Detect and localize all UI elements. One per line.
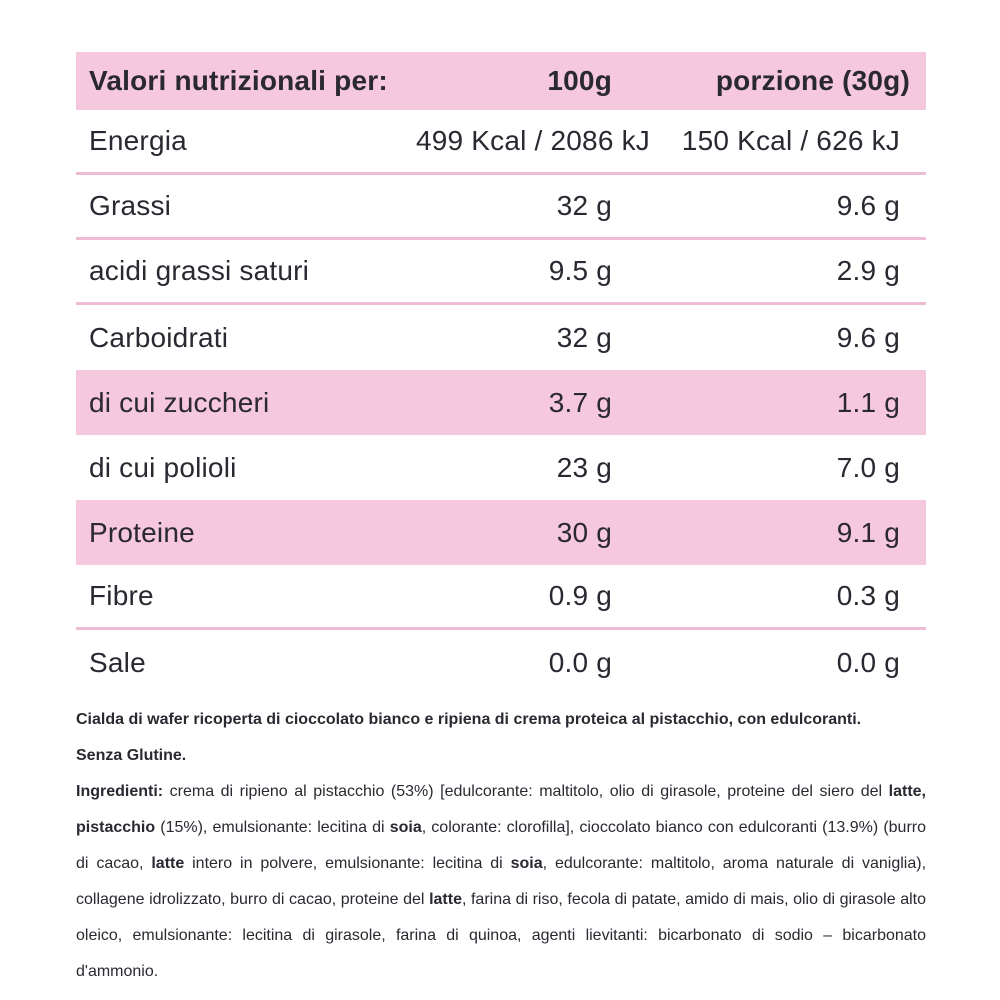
description-line-2: Senza Glutine.	[76, 747, 187, 764]
row-label: Energia	[89, 125, 187, 156]
row-label: Sale	[89, 646, 146, 678]
table-row-energia	[76, 110, 926, 175]
row-value-portion: 2.9 g	[836, 255, 900, 286]
product-description	[76, 702, 926, 774]
table-header-row	[76, 52, 926, 110]
row-value-portion: 9.1 g	[836, 516, 900, 548]
row-value-portion: 9.6 g	[836, 190, 900, 221]
row-label: di cui zuccheri	[89, 386, 270, 418]
header-col-portion: porzione (30g)	[715, 65, 910, 96]
header-col-title: Valori nutrizionali per:	[89, 65, 388, 96]
table-row-grassi	[76, 175, 926, 240]
row-label: Fibre	[89, 580, 154, 611]
row-value-100g: 23 g	[556, 451, 612, 483]
row-label: acidi grassi saturi	[89, 255, 310, 286]
table-row-di-cui-zuccheri	[76, 370, 926, 435]
description-line-1: Cialda di wafer ricoperta di cioccolato bianco e ripiena di crema proteica al pistacchio, con edulcoranti.	[76, 711, 862, 728]
label-text-block	[76, 702, 926, 990]
row-value-100g: 0.9 g	[548, 580, 612, 611]
row-value-100g: 3.7 g	[548, 386, 612, 418]
table-row-acidi-grassi-saturi	[76, 240, 926, 305]
row-value-portion: 7.0 g	[836, 451, 900, 483]
table-row-fibre	[76, 565, 926, 630]
nutrition-table	[76, 52, 926, 695]
row-value-portion: 0.3 g	[836, 580, 900, 611]
table-row-di-cui-polioli	[76, 435, 926, 500]
row-label: Carboidrati	[89, 321, 229, 353]
header-col-100g: 100g	[547, 65, 612, 96]
row-value-100g: 32 g	[556, 190, 612, 221]
ingredients-paragraph: Ingredienti: crema di ripieno al pistacchio (53%) [edulcorante: maltitolo, olio di girasole, proteine del siero del latte, pistacchio (15%), emulsionante: lecitina di soia, colorante: clorofilla], cioccolato bianco con edulcoranti (13.9%) (burro di cacao, latte intero in polvere, emulsionante: lecitina di soia, edulcorante: maltitolo, aroma naturale di vaniglia), collagene idrolizzato, burro di cacao, proteine del latte, farina di riso, fecola di patate, amido di mais, olio di girasole alto oleico, emulsionante: lecitina di girasole, farina di quinoa, agenti lievitanti: bicarbonato di sodio – bicarbonato d'ammonio.	[76, 783, 927, 980]
row-value-portion: 0.0 g	[836, 646, 900, 678]
row-value-100g: 30 g	[556, 516, 612, 548]
table-row-carboidrati	[76, 305, 926, 370]
row-label: di cui polioli	[89, 451, 237, 483]
table-row-proteine	[76, 500, 926, 565]
row-value-100g: 9.5 g	[548, 255, 612, 286]
row-label: Proteine	[89, 516, 195, 548]
row-value-100g: 32 g	[556, 321, 612, 353]
row-value-portion: 150 Kcal / 626 kJ	[681, 125, 900, 156]
row-label: Grassi	[89, 190, 172, 221]
table-row-sale	[76, 630, 926, 695]
row-value-100g: 499 Kcal / 2086 kJ	[416, 125, 650, 156]
row-value-portion: 1.1 g	[836, 386, 900, 418]
row-value-100g: 0.0 g	[548, 646, 612, 678]
row-value-portion: 9.6 g	[836, 321, 900, 353]
